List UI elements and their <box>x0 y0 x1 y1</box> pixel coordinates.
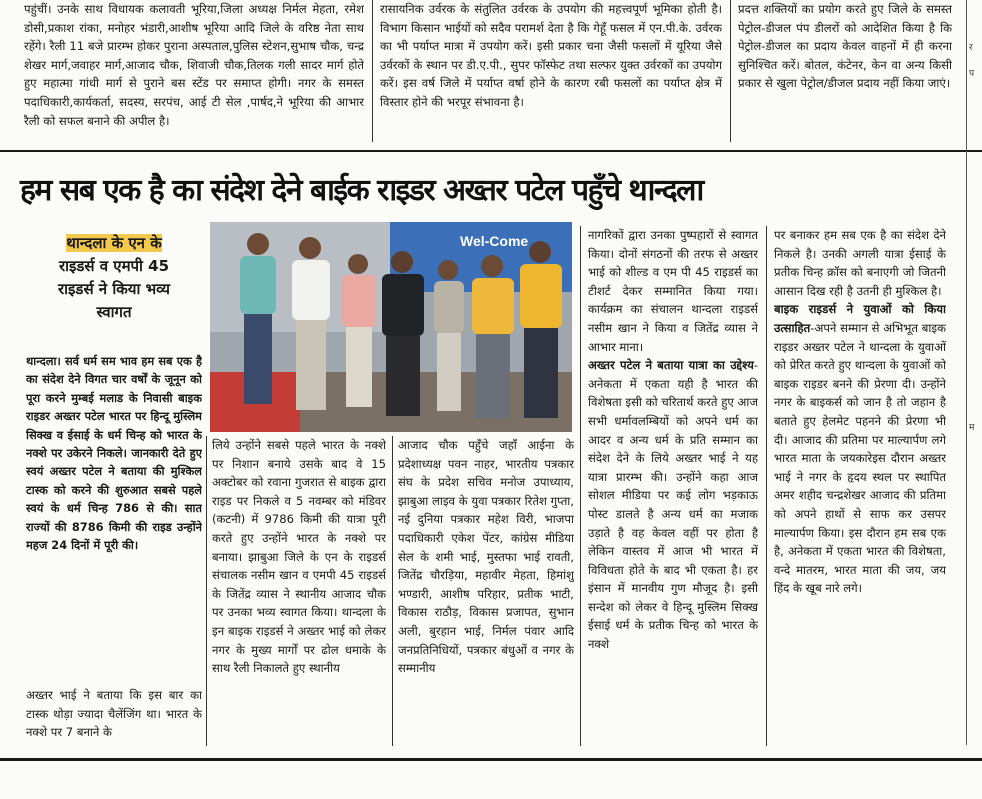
article-column-3 <box>398 436 574 746</box>
article-column-2 <box>212 436 386 746</box>
article-paragraph: लिये उन्होंने सबसे पहले भारत के नक्शे पर निशान बनाये उसके बाद वे 15 अक्टोबर को रवाना गुजरात से बाइक द्वारा राइड पर निकले व 5 नवम्बर को मंडिवर (कटनी) में 9786 किमी की यात्रा पूरी करते हुए उन्होंने भारत के नक्शे पर बनाया। झाबुआ जिले के एन के राइडर्स संचालक नसीम खान व एमपी 45 राइडर्स के जितेंद्र व्यास ने स्थानीय आजाद चौक पर उनका भव्य स्वागत किया। थान्दला के इन बाइक राइडर्स ने अख्तर भाई को लेकर नगर के मुख्य मार्गों पर ढोल धमाके के साथ रैली निकालते हुए स्थानीय <box>212 438 386 676</box>
edge-mark: र <box>969 43 973 53</box>
subheading-line-2: राइडर्स व एमपी 45 <box>58 257 170 275</box>
column-divider <box>392 436 393 746</box>
column-divider <box>580 226 581 746</box>
top-story-2 <box>380 0 722 142</box>
article-column-1-continued <box>26 686 202 742</box>
news-photo <box>210 222 572 432</box>
section-rule-top <box>0 150 982 152</box>
edge-mark: म <box>969 423 975 433</box>
article-paragraph: अख्तर भाई ने बताया कि इस बार का टास्क थोड़ा ज्यादा चैलेंजिंग था। भारत के नक्शे पर 7 बनाने के <box>26 688 202 740</box>
article-column-1 <box>26 352 202 662</box>
column-divider <box>206 436 207 746</box>
article-paragraph: -अनेकता में एकता यही है भारत की विशेषता इसी को चरितार्थ करते हुए आज सभी धर्मावलम्बियों को अपने धर्म का आदर व अन्य धर्म के प्रति सम्मान का संदेश देने के लिये अख्तर भाई ने यह यात्रा प्रारम्भ की। उन्होंने कहा आज सोशल मीडिया पर कई लोग भड़काऊ पोस्ट डालते है अन्य धर्म का मजाक उड़ाते है वह केवल वहीं पर होता है लेकिन वास्तव में आज भी भारत में विविधता होते के बाद भी एकता है। हर इंसान में मानवीय गुण मौजूद है। इसी सन्देश को लेकर वे हिन्दू मुस्लिम सिक्ख ईसाई धर्म के प्रतीक चिन्ह को भारत के नक्शे <box>588 358 758 652</box>
top-story-3 <box>738 0 952 142</box>
column-divider <box>766 226 767 746</box>
subheading-line-3: राइडर्स ने किया भव्य <box>58 280 170 298</box>
column-divider <box>372 0 373 142</box>
top-story-1 <box>24 0 364 142</box>
welcome-banner-text: Wel-Come <box>460 233 529 249</box>
article-subheading: बाइक राइडर्स ने युवाओं को किया उत्साहित <box>774 302 946 335</box>
article-paragraph: नागरिकों द्वारा उनका पुष्पहारों से स्वागत किया। दोनों संगठनों की तरफ से अख्तर भाई को शील्ड व एम पी 45 राइडर्स का टीशर्ट देकर सम्मानित किया गया। कार्यक्रम का संचालन थान्दला राइडर्स नसीम खान ने किया व जितेंद्र व्यास ने आभार माना। <box>588 228 758 354</box>
photo-illustration <box>210 222 572 432</box>
headline: हम सब एक है का संदेश देने बाईक राइडर अख्तर पटेल पहुँचे थान्दला <box>20 173 703 208</box>
column-divider <box>730 0 731 142</box>
article-paragraph: आजाद चौक पहुँचे जहाँ आईना के प्रदेशाध्यक्ष पवन नाहर, भारतीय पत्रकार संघ के प्रदेश सचिव मनोज उपाध्याय, झाबुआ लाइव के युवा पत्रकार रितेश गुप्ता, नई दुनिया पत्रकार महेश विरी, भाजपा पदाधिकारी एकेश पेंटर, कांग्रेस मीडिया सेल के शमी भाई, मुस्तफा भाई रावती, जितेंद्र चौरड़िया, महावीर मेहता, हिमांशु भण्डारी, आशीष परिहार, प्रतीक भाटी, विकास राठौड़, विकास प्रजापत, सुभान अली, बुरहान भाई, निर्मल पंवार आदि जनप्रतिनिधियों, पत्रकार बंधुओं व नगर के सम्मानीय <box>398 438 574 676</box>
subheading-line-4: स्वागत <box>96 303 132 321</box>
article-column-5 <box>774 226 946 746</box>
top-story-3-text: प्रदत्त शक्तियों का प्रयोग करते हुए जिले के समस्त पेट्रोल-डीजल पंप डीलरों को आदेशित किया है कि पेट्रोल-डीजल का प्रदाय केवल वाहनों में ही करना सुनिश्चित करें। बोतल, कंटेनर, केन वा अन्य किसी प्रकार से खुला पेट्रोल/डीजल प्रदाय नहीं किया जाएं। <box>738 2 952 91</box>
article-paragraph: -अपने सम्मान से अभिभूत बाइक राइडर अख्तर पटेल ने थान्दला के युवाओं को प्रेरित करते हुए थान्दला के युवाओं को बाइक राइडर बनने की प्रेरणा दी। उन्होंने नगर के बाइकर्स को जान है तो जहान है बताते हुए हेलमेट पहनने की प्रेरणा भी दी। आजाद की प्रतिमा पर माल्यार्पण लगे भारत माता के जयकारेइस दौरान अख्तर भाई ने नगर के हृदय स्थल पर स्थापित अमर शहीद चन्द्रशेखर आजाद की प्रतिमा को अपने हाथों से साफ कर उसपर माल्यार्पण किया। इस दौरान हम सब एक है, अनेकता में एकता भारत की विशेषता, वन्दे मातरम, भारत माता की जय, जय हिंद के खूब नारे लगे। <box>774 320 946 596</box>
article-subheading: अख्तर पटेल ने बताया यात्रा का उद्देश्य <box>588 358 754 373</box>
article-paragraph: पर बनाकर हम सब एक है का संदेश देने निकले है। उनकी अगली यात्रा ईसाई के प्रतीक चिन्ह क्रॉस को बनाएगी जो जितनी आसान दिख रही है उतनी ही मुश्किल है। <box>774 228 946 298</box>
article-lead-paragraph: थान्दला। सर्व धर्म सम भाव हम सब एक है का संदेश देने विगत चार वर्षों के जूनून को पूरा करने मुम्बई मलाड के निवासी बाइक राइडर अख्तर पटेल भारत पर हिन्दू मुस्लिम सिक्ख व ईसाई के धर्म चिन्ह को भारत के नक्शे पर उकेरने निकले। जानकारी देते हुए स्वयं अख्तर पटेल ने बताया की मुश्किल टास्क को करने की शुरुआत सबसे पहले स्वयं के धर्म चिन्ह 786 से की। सात राज्यों की 8786 किमी की राइड उन्होंने महज 24 दिनों में पूरी की। <box>26 354 202 553</box>
section-rule-bottom <box>0 758 982 761</box>
subheading-line-1: थान्दला के एन के <box>66 234 162 252</box>
top-story-1-text: पहुंचीं। उनके साथ विधायक कलावती भूरिया,जिला अध्यक्ष निर्मल मेहता, रमेश डोसी,प्रकाश रांका, मनोहर भंडारी,आशीष भूरिया आदि जिले के वरिष्ठ नेता साथ रहेंगे। रैली 11 बजे प्रारम्भ होकर पुराना अस्पताल,पुलिस स्टेशन,सुभाष चौक, चन्द्र शेखर मार्ग,जवाहर मार्ग,आजाद चौक, शिवाजी चौक,तिलक गली सादर मार्ग होते हुए महात्मा गांधी मार्ग से पुराने बस स्टेंड पर समाप्त होगी। नगर के समस्त पदाधिकारी,कार्यकर्ता, सदस्य, सरपंच, आई टी सेल ,पार्षद,ने भूरिया की आभार रैली को सफल बनाने की अपील है। <box>24 2 364 128</box>
subheading <box>26 232 202 324</box>
article-column-4 <box>588 226 758 746</box>
top-story-2-text: रासायनिक उर्वरक के संतुलित उर्वरक के उपयोग की महत्त्वपूर्ण भूमिका होती है। विभाग किसान भाईयों को सदैव परामर्श देता है कि गेहूँ फसल में एन.पी.के. उर्वरक का भी पर्याप्त मात्रा में उपयोग करें। इसी प्रकार चना जैसी फसलों में यूरिया जैसे उर्वरकों के स्थान पर डी.ए.पी., सुपर फॉस्फेट तथा सल्फर युक्त उर्वरकों का उपयोग करें। इस वर्ष जिले में पर्याप्त वर्षा होने के कारण रबी फसलों का पर्याप्त क्षेत्र में विस्तार होने की भरपूर संभावना है। <box>380 2 722 109</box>
edge-mark: प <box>969 69 975 79</box>
adjacent-column-edge <box>966 0 982 745</box>
